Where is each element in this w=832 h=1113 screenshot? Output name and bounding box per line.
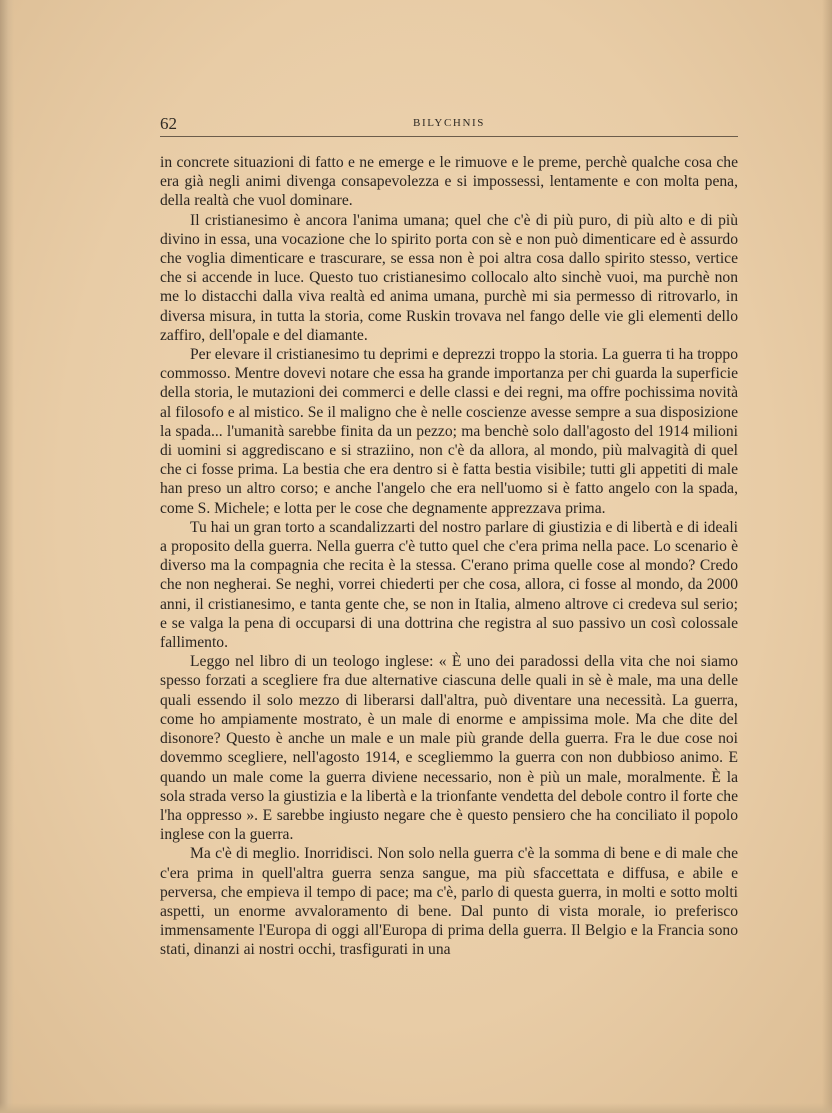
paragraph: in concrete situazioni di fatto e ne emerge e le rimuove e le preme, perchè qualche cosa che era già negli animi divenga consapevolezza e si impossessi, lentamente e con molta pena, della realtà che vuol dominare. (160, 154, 738, 210)
page-number: 62 (160, 114, 177, 133)
page-right-edge (822, 0, 832, 1113)
paragraph: Per elevare il cristianesimo tu deprimi e deprezzi troppo la storia. La guerra ti ha troppo commosso. Mentre dovevi notare che essa ha grande importanza per chi guarda la superficie della storia, le mutazioni dei commerci e delle classi e dei regni, ma offre pochissima novità al filosofo e al mistico. Se il maligno che è nelle coscienze avesse sempre a sua disposizione la spada... l'umanità sarebbe finita da un pezzo; ma benchè solo dall'agosto del 1914 milioni di uomini si aggrediscano e si straziino, non c'è da allora, al mondo, più malvagità di quel che ci fosse prima. La bestia che era dentro si è fatta bestia visibile; tutti gli appetiti di male han preso un altro corso; e anche l'angelo che era nell'uomo si è fatto angelo con la spada, come S. Michele; e lotta per le cose che degnamente apprezzava prima. (160, 346, 738, 517)
paragraph: Leggo nel libro di un teologo inglese: « È uno dei paradossi della vita che noi siamo spesso forzati a scegliere fra due alternative ciascuna delle quali in sè è male, ma una delle quali essendo il solo mezzo di liberarsi dall'altra, può diventare una necessità. La guerra, come ho ampiamente mostrato, è un male di enorme e ampissima mole. Ma che dite del disonore? Questo è anche un male e un male più grande della guerra. Fra le due cose noi dovemmo scegliere, nell'agosto 1914, e scegliemmo la guerra con non dubbioso animo. E quando un male come la guerra diviene necessario, non è più un male, moralmente. È la sola strada verso la giustizia e la libertà e la trionfante vendetta del debole contro il forte che l'ha oppresso ». E sarebbe ingiusto negare che è questo pensiero che ha conciliato il popolo inglese con la guerra. (160, 653, 738, 844)
running-head: BILYCHNIS (413, 117, 485, 129)
paragraph: Ma c'è di meglio. Inorridisci. Non solo nella guerra c'è la somma di bene e di male che c'era prima in quell'altra guerra senza sangue, ma più sfaccettata e diffusa, e abile e perversa, che empieva il tempo di pace; ma c'è, parlo di questa guerra, in molti e sotto molti aspetti, un enorme avvaloramento di bene. Dal punto di vista morale, io preferisco immensamente l'Europa di oggi all'Europa di prima della guerra. Il Belgio e la Francia sono stati, dinanzi ai nostri occhi, trasfigurati in una (160, 845, 738, 959)
page-header (160, 114, 738, 137)
page-binding-edge (0, 0, 14, 1113)
body-text (160, 153, 738, 960)
page-bottom-edge (0, 1103, 832, 1113)
paragraph: Il cristianesimo è ancora l'anima umana; quel che c'è di più puro, di più alto e di più divino in essa, una vocazione che lo spirito porta con sè e non può dimenticare ed è assurdo che voglia dimenticare e trascurare, se essa non è poi altra cosa dallo spirito stesso, vertice che si accende in luce. Questo tuo cristianesimo collocalo alto sinchè vuoi, ma purchè non me lo distacchi dalla viva realtà ed anima umana, purchè mi sia permesso di ritrovarlo, in diversa misura, in tutta la storia, come Ruskin trovava nel fango delle vie gli elementi dello zaffiro, dell'opale e del diamante. (160, 211, 738, 344)
paragraph: Tu hai un gran torto a scandalizzarti del nostro parlare di giustizia e di libertà e di ideali a proposito della guerra. Nella guerra c'è tutto quel che c'era prima nella pace. Lo scenario è diverso ma la compagnia che recita è la stessa. C'erano prima quelle cose al mondo? Credo che non negherai. Se neghi, vorrei chiederti per che cosa, allora, ci fosse al mondo, da 2000 anni, il cristianesimo, e tanta gente che, se non in Italia, almeno altrove ci credeva sul serio; e se valga la pena di occuparsi di una dottrina che registra al suo passivo un così colossale fallimento. (160, 518, 738, 652)
